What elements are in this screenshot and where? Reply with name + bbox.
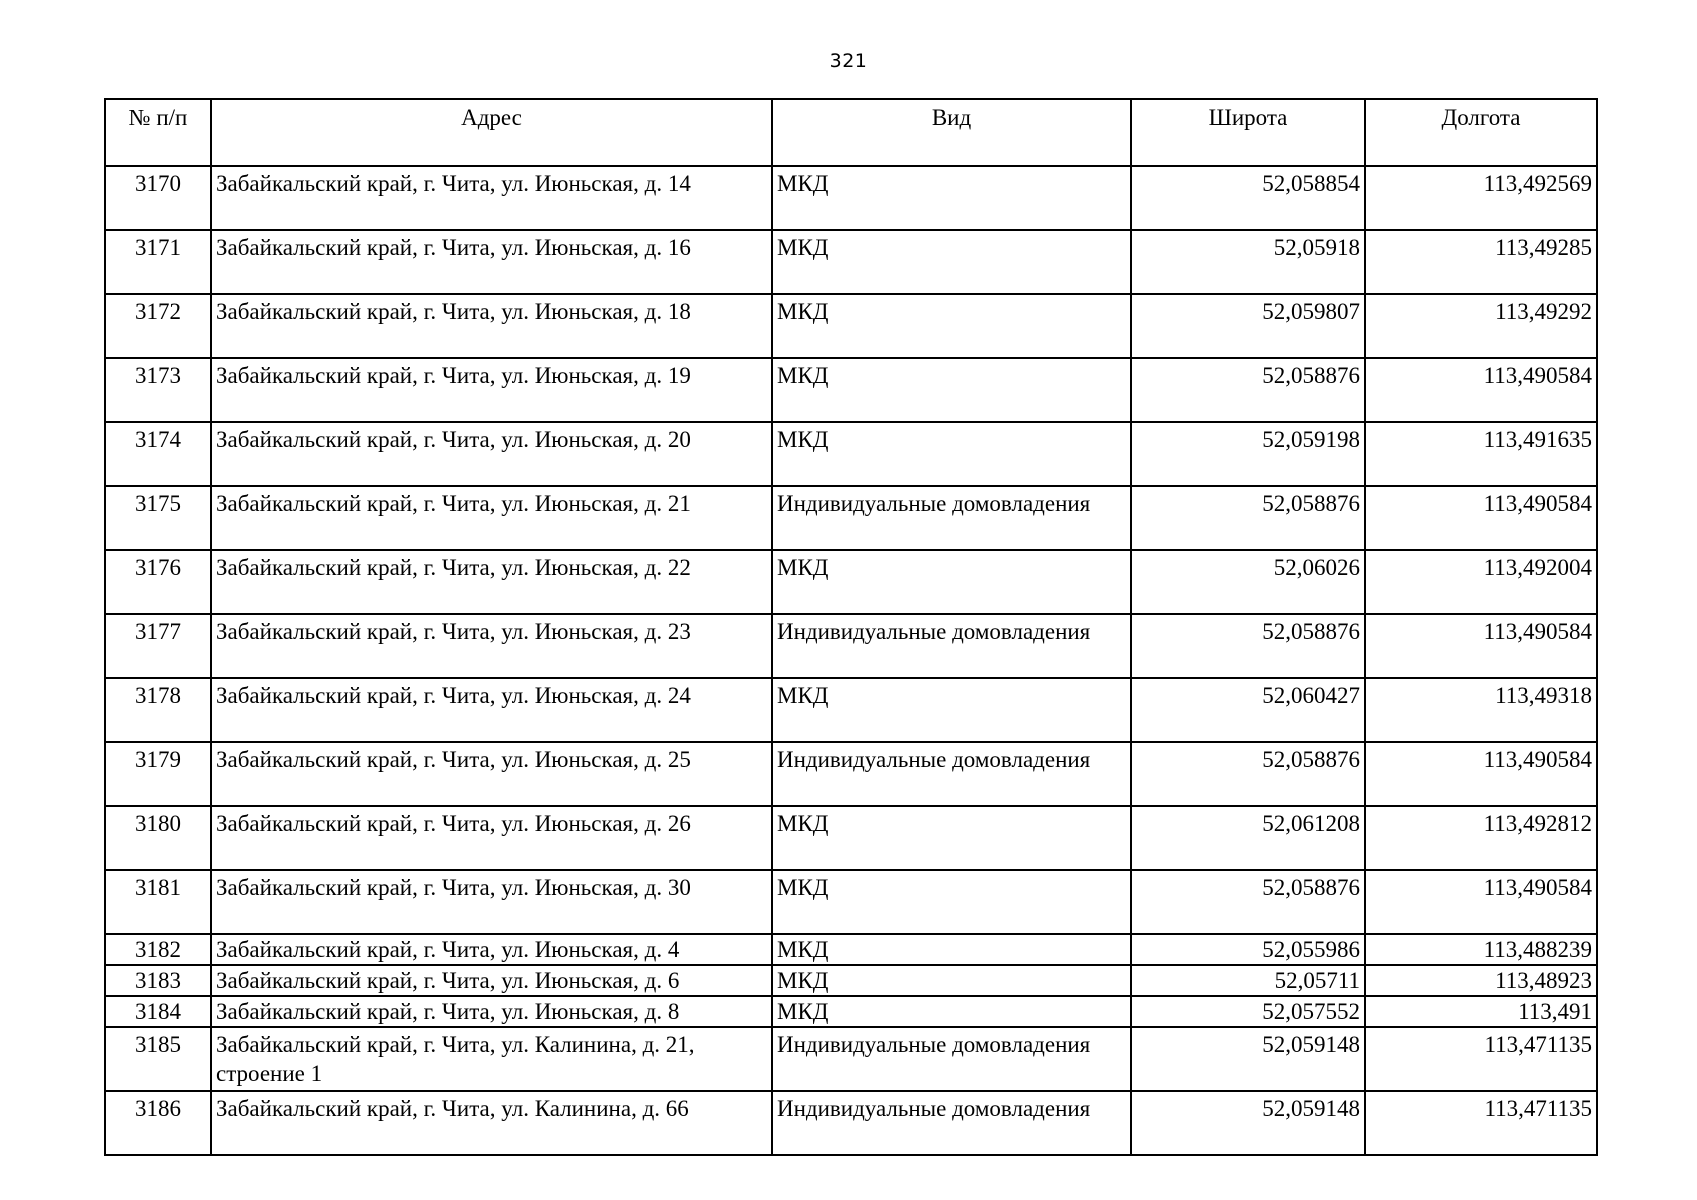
row-longitude: 113,471135: [1365, 1027, 1597, 1091]
row-latitude: 52,060427: [1131, 678, 1365, 742]
table-row: [105, 422, 1597, 486]
row-latitude: 52,058876: [1131, 614, 1365, 678]
row-kind: МКД: [772, 230, 1131, 294]
row-latitude: 52,055986: [1131, 934, 1365, 965]
column-header-address: Адрес: [211, 99, 772, 166]
table-row: [105, 965, 1597, 996]
row-kind: МКД: [772, 806, 1131, 870]
row-address: Забайкальский край, г. Чита, ул. Июньская, д. 19: [211, 358, 772, 422]
row-kind: Индивидуальные домовладения: [772, 742, 1131, 806]
row-longitude: 113,49318: [1365, 678, 1597, 742]
row-number: 3184: [105, 996, 211, 1027]
table-row: [105, 294, 1597, 358]
row-number: 3181: [105, 870, 211, 934]
row-number: 3173: [105, 358, 211, 422]
row-address: Забайкальский край, г. Чита, ул. Июньская, д. 30: [211, 870, 772, 934]
table-row: [105, 806, 1597, 870]
row-number: 3174: [105, 422, 211, 486]
row-latitude: 52,059148: [1131, 1027, 1365, 1091]
row-longitude: 113,471135: [1365, 1091, 1597, 1155]
row-kind: МКД: [772, 358, 1131, 422]
row-kind: МКД: [772, 965, 1131, 996]
table-row: [105, 166, 1597, 230]
row-longitude: 113,48923: [1365, 965, 1597, 996]
row-kind: МКД: [772, 550, 1131, 614]
row-number: 3186: [105, 1091, 211, 1155]
row-kind: МКД: [772, 934, 1131, 965]
row-number: 3177: [105, 614, 211, 678]
row-kind: МКД: [772, 870, 1131, 934]
row-address: Забайкальский край, г. Чита, ул. Июньская, д. 23: [211, 614, 772, 678]
row-kind: МКД: [772, 166, 1131, 230]
table-row: [105, 870, 1597, 934]
row-address: Забайкальский край, г. Чита, ул. Июньская, д. 20: [211, 422, 772, 486]
table-row: [105, 550, 1597, 614]
column-header-lat: Широта: [1131, 99, 1365, 166]
table-row: [105, 1027, 1597, 1091]
row-latitude: 52,058876: [1131, 358, 1365, 422]
row-longitude: 113,490584: [1365, 358, 1597, 422]
row-latitude: 52,057552: [1131, 996, 1365, 1027]
row-number: 3176: [105, 550, 211, 614]
row-latitude: 52,058876: [1131, 486, 1365, 550]
address-table: [104, 98, 1598, 1156]
row-kind: Индивидуальные домовладения: [772, 1027, 1131, 1091]
row-kind: МКД: [772, 678, 1131, 742]
row-number: 3179: [105, 742, 211, 806]
row-number: 3183: [105, 965, 211, 996]
header-row: [105, 99, 1597, 166]
table-row: [105, 996, 1597, 1027]
row-number: 3172: [105, 294, 211, 358]
row-longitude: 113,492004: [1365, 550, 1597, 614]
row-address: Забайкальский край, г. Чита, ул. Июньская, д. 22: [211, 550, 772, 614]
table-row: [105, 230, 1597, 294]
row-latitude: 52,058854: [1131, 166, 1365, 230]
row-kind: Индивидуальные домовладения: [772, 1091, 1131, 1155]
row-number: 3178: [105, 678, 211, 742]
row-address: Забайкальский край, г. Чита, ул. Июньская, д. 24: [211, 678, 772, 742]
row-latitude: 52,059198: [1131, 422, 1365, 486]
row-longitude: 113,488239: [1365, 934, 1597, 965]
table-row: [105, 358, 1597, 422]
row-latitude: 52,059807: [1131, 294, 1365, 358]
table-body: [105, 166, 1597, 1155]
row-kind: МКД: [772, 422, 1131, 486]
row-latitude: 52,061208: [1131, 806, 1365, 870]
row-address: Забайкальский край, г. Чита, ул. Июньская, д. 26: [211, 806, 772, 870]
row-longitude: 113,490584: [1365, 614, 1597, 678]
row-address: Забайкальский край, г. Чита, ул. Июньская, д. 4: [211, 934, 772, 965]
row-kind: МКД: [772, 294, 1131, 358]
row-longitude: 113,490584: [1365, 742, 1597, 806]
row-address: Забайкальский край, г. Чита, ул. Июньская, д. 8: [211, 996, 772, 1027]
column-header-num: № п/п: [105, 99, 211, 166]
row-longitude: 113,49285: [1365, 230, 1597, 294]
row-address: Забайкальский край, г. Чита, ул. Июньская, д. 25: [211, 742, 772, 806]
row-latitude: 52,06026: [1131, 550, 1365, 614]
row-kind: Индивидуальные домовладения: [772, 614, 1131, 678]
row-number: 3185: [105, 1027, 211, 1091]
table-row: [105, 1091, 1597, 1155]
row-address: Забайкальский край, г. Чита, ул. Калинина, д. 21, строение 1: [211, 1027, 772, 1091]
row-latitude: 52,05918: [1131, 230, 1365, 294]
row-latitude: 52,059148: [1131, 1091, 1365, 1155]
row-number: 3180: [105, 806, 211, 870]
row-longitude: 113,49292: [1365, 294, 1597, 358]
row-kind: МКД: [772, 996, 1131, 1027]
row-number: 3182: [105, 934, 211, 965]
row-longitude: 113,491635: [1365, 422, 1597, 486]
table-row: [105, 678, 1597, 742]
row-kind: Индивидуальные домовладения: [772, 486, 1131, 550]
row-address: Забайкальский край, г. Чита, ул. Калинина, д. 66: [211, 1091, 772, 1155]
row-longitude: 113,490584: [1365, 486, 1597, 550]
row-longitude: 113,492569: [1365, 166, 1597, 230]
row-address: Забайкальский край, г. Чита, ул. Июньская, д. 14: [211, 166, 772, 230]
table-header: [105, 99, 1597, 166]
row-address: Забайкальский край, г. Чита, ул. Июньская, д. 6: [211, 965, 772, 996]
page-number: 321: [829, 50, 868, 72]
row-latitude: 52,05711: [1131, 965, 1365, 996]
table-row: [105, 742, 1597, 806]
row-number: 3171: [105, 230, 211, 294]
row-number: 3170: [105, 166, 211, 230]
row-number: 3175: [105, 486, 211, 550]
row-address: Забайкальский край, г. Чита, ул. Июньская, д. 16: [211, 230, 772, 294]
row-address: Забайкальский край, г. Чита, ул. Июньская, д. 18: [211, 294, 772, 358]
row-longitude: 113,491: [1365, 996, 1597, 1027]
column-header-kind: Вид: [772, 99, 1131, 166]
row-latitude: 52,058876: [1131, 742, 1365, 806]
table-row: [105, 486, 1597, 550]
table-row: [105, 934, 1597, 965]
column-header-lon: Долгота: [1365, 99, 1597, 166]
row-address: Забайкальский край, г. Чита, ул. Июньская, д. 21: [211, 486, 772, 550]
row-longitude: 113,492812: [1365, 806, 1597, 870]
row-latitude: 52,058876: [1131, 870, 1365, 934]
row-longitude: 113,490584: [1365, 870, 1597, 934]
table-row: [105, 614, 1597, 678]
